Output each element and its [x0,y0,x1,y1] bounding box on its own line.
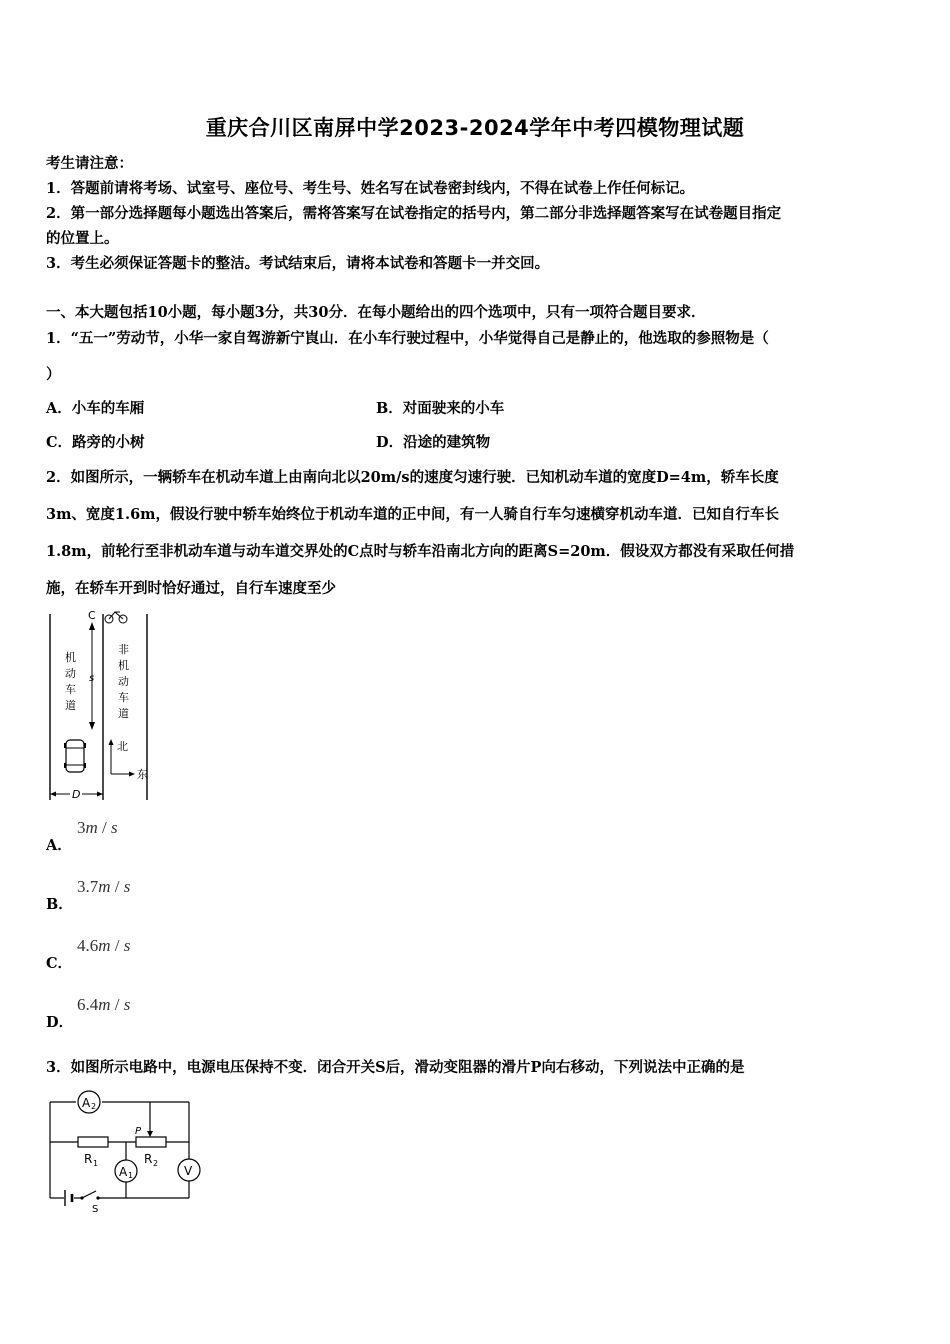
notice-item-3: 3．考生必须保证答题卡的整洁。考试结束后，请将本试卷和答题卡一并交回。 [46,255,550,272]
resistor-r1 [78,1137,108,1168]
label-s: s [89,673,95,684]
q2-option-c-value: 4.6m / s [77,936,131,955]
q3-stem: 3．如图所示电路中，电源电压保持不变．闭合开关S后，滑动变阻器的滑片P向右移动，下列说法中正确的是 [46,1059,745,1076]
q2-stem-4: 施，在轿车开到时恰好通过，自行车速度至少 [46,580,336,597]
q1-option-d: D．沿途的建筑物 [376,434,491,451]
q2-option-a-letter: A． [46,837,72,854]
section-heading: 一、本大题包括10小题，每小题3分，共30分．在每小题给出的四个选项中，只有一项符合题目要求． [46,304,706,321]
bicycle-icon [105,612,127,623]
q1-option-b: B．对面驶来的小车 [376,400,505,417]
road-diagram [44,606,156,804]
rheostat-r2 [135,1126,166,1168]
q2-stem-1: 2．如图所示，一辆轿车在机动车道上由南向北以20m/s的速度匀速行驶．已知机动车道的宽度D=4m，轿车长度 [46,469,779,486]
svg-text:A: A [119,1165,128,1179]
svg-text:P: P [135,1126,142,1137]
svg-text:A: A [82,1096,91,1110]
svg-text:R: R [144,1152,153,1166]
right-lane-char-1: 非 [118,643,129,656]
svg-text:R: R [84,1152,93,1166]
switch-label: S [92,1204,99,1215]
right-lane-char-3: 动 [118,675,129,688]
right-lane-char-4: 车 [118,691,129,704]
notice-heading: 考生请注意： [46,155,133,172]
voltmeter-v [178,1159,200,1181]
label-d: D [72,788,81,801]
notice-item-2: 2．第一部分选择题每小题选出答案后，需将答案写在试卷指定的括号内，第二部分非选择题答案写在试卷题目指定 [46,205,782,222]
notice-item-2-cont: 的位置上。 [46,230,119,247]
north-label: 北 [117,740,128,753]
right-lane-char-5: 道 [118,707,129,720]
q2-option-b-value: 3.7m / s [77,877,131,896]
q2-option-a-value: 3m / s [77,818,118,837]
car-icon [64,740,86,772]
page-title: 重庆合川区南屏中学2023-2024学年中考四模物理试题 [205,116,745,140]
right-lane-char-2: 机 [118,659,129,672]
ammeter-a1 [115,1160,137,1182]
left-lane-char-1: 机 [65,651,76,664]
svg-text:1: 1 [128,1171,134,1180]
q2-stem-3: 1.8m，前轮行至非机动车道与动车道交界处的C点时与轿车沿南北方向的距离S=20m．假设双方都没有采取任何措 [46,543,795,560]
svg-text:1: 1 [93,1159,99,1168]
left-lane-char-4: 道 [65,699,76,712]
q2-option-c-letter: C． [46,955,73,972]
circuit-diagram [44,1090,210,1216]
q1-option-c: C．路旁的小树 [46,434,145,451]
q2-option-d-letter: D． [46,1014,74,1031]
q2-stem-2: 3m、宽度1.6m，假设行驶中轿车始终位于机动车道的正中间，有一人骑自行车匀速横穿机动车道．已知自行车长 [46,506,779,523]
q1-stem: 1．“五一”劳动节，小华一家自驾游新宁崀山．在小车行驶过程中，小华觉得自己是静止的，他选取的参照物是（ [46,330,769,347]
svg-text:2: 2 [153,1159,159,1168]
label-c: C [88,609,96,622]
left-lane-char-3: 车 [65,683,76,696]
ammeter-a2 [78,1091,100,1113]
q1-option-a: A．小车的车厢 [46,400,145,417]
q1-stem-cont: ） [46,366,61,383]
svg-text:2: 2 [91,1102,97,1111]
notice-item-1: 1．答题前请将考场、试室号、座位号、考生号、姓名写在试卷密封线内，不得在试卷上作任何标记。 [46,180,695,197]
left-lane-char-2: 动 [65,667,76,680]
battery-icon [65,1190,72,1206]
q2-option-b-letter: B． [46,896,73,913]
q2-option-d-value: 6.4m / s [77,995,131,1014]
east-label: 东 [137,768,148,781]
svg-text:V: V [184,1164,193,1178]
